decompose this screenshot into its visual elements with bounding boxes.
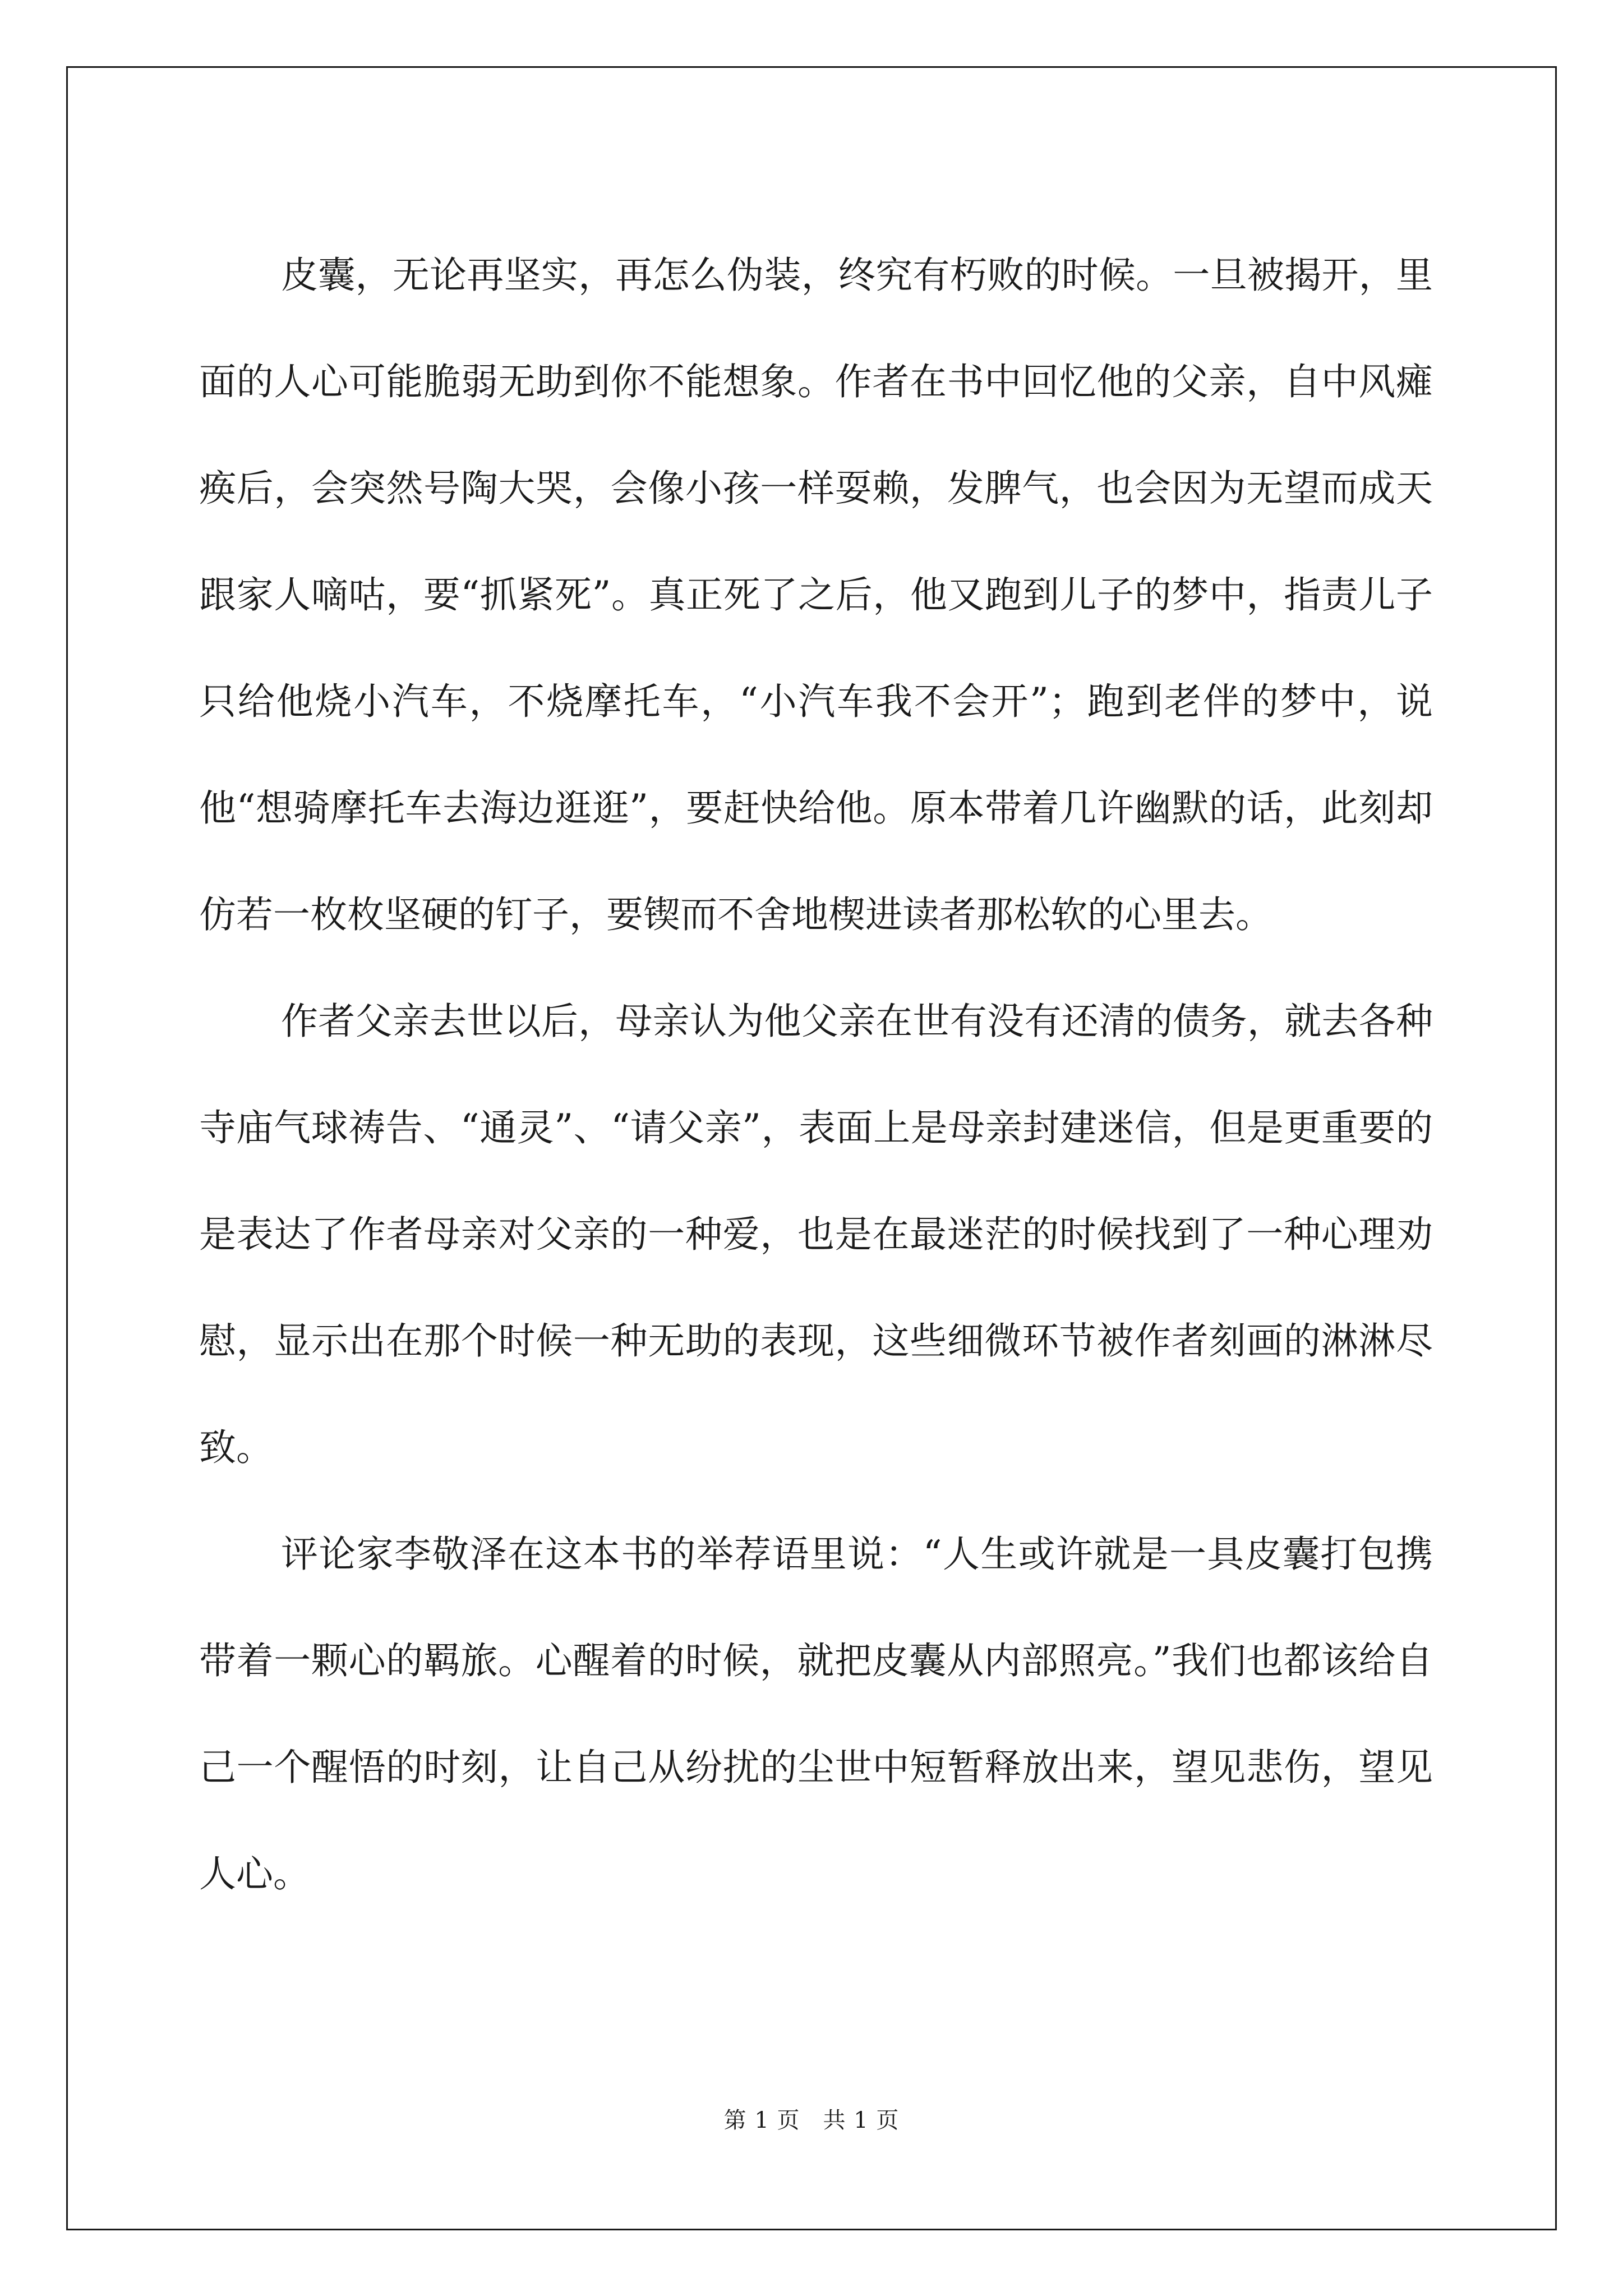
paragraph-1: 皮囊，无论再坚实，再怎么伪装，终究有朽败的时候。一旦被揭开，里面的人心可能脆弱无助到你不能想象。作者在书中回忆他的父亲，自中风瘫痪后，会突然号陶大哭，会像小孩一样耍赖，发脾气，也会因为无望而成天跟家人嘀咕，要“抓紧死”。真正死了之后，他又跑到儿子的梦中，指责儿子只给他烧小汽车，不烧摩托车，“小汽车我不会开”；跑到老伴的梦中，说他“想骑摩托车去海边逛逛”，要赶快给他。原本带着几许幽默的话，此刻却仿若一枚枚坚硬的钉子，要锲而不舍地楔进读者那松软的心里去。: [199, 254, 1433, 936]
paragraph-2: 作者父亲去世以后，母亲认为他父亲在世有没有还清的债务，就去各种寺庙气球祷告、“通灵”、“请父亲”，表面上是母亲封建迷信，但是更重要的是表达了作者母亲对父亲的一种爱，也是在最迷茫的时候找到了一种心理劝慰，显示出在那个时候一种无助的表现，这些细微环节被作者刻画的淋淋尽致。: [199, 1000, 1433, 1469]
document-body: [199, 222, 1433, 1927]
paragraph-3: 评论家李敬泽在这本书的举荐语里说：“人生或许就是一具皮囊打包携带着一颗心的羁旅。心醒着的时候，就把皮囊从内部照亮。”我们也都该给自己一个醒悟的时刻，让自己从纷扰的尘世中短暂释放出来，望见悲伤，望见人心。: [199, 1533, 1433, 1895]
page-number-footer: 第 1 页 共 1 页: [723, 2108, 900, 2133]
